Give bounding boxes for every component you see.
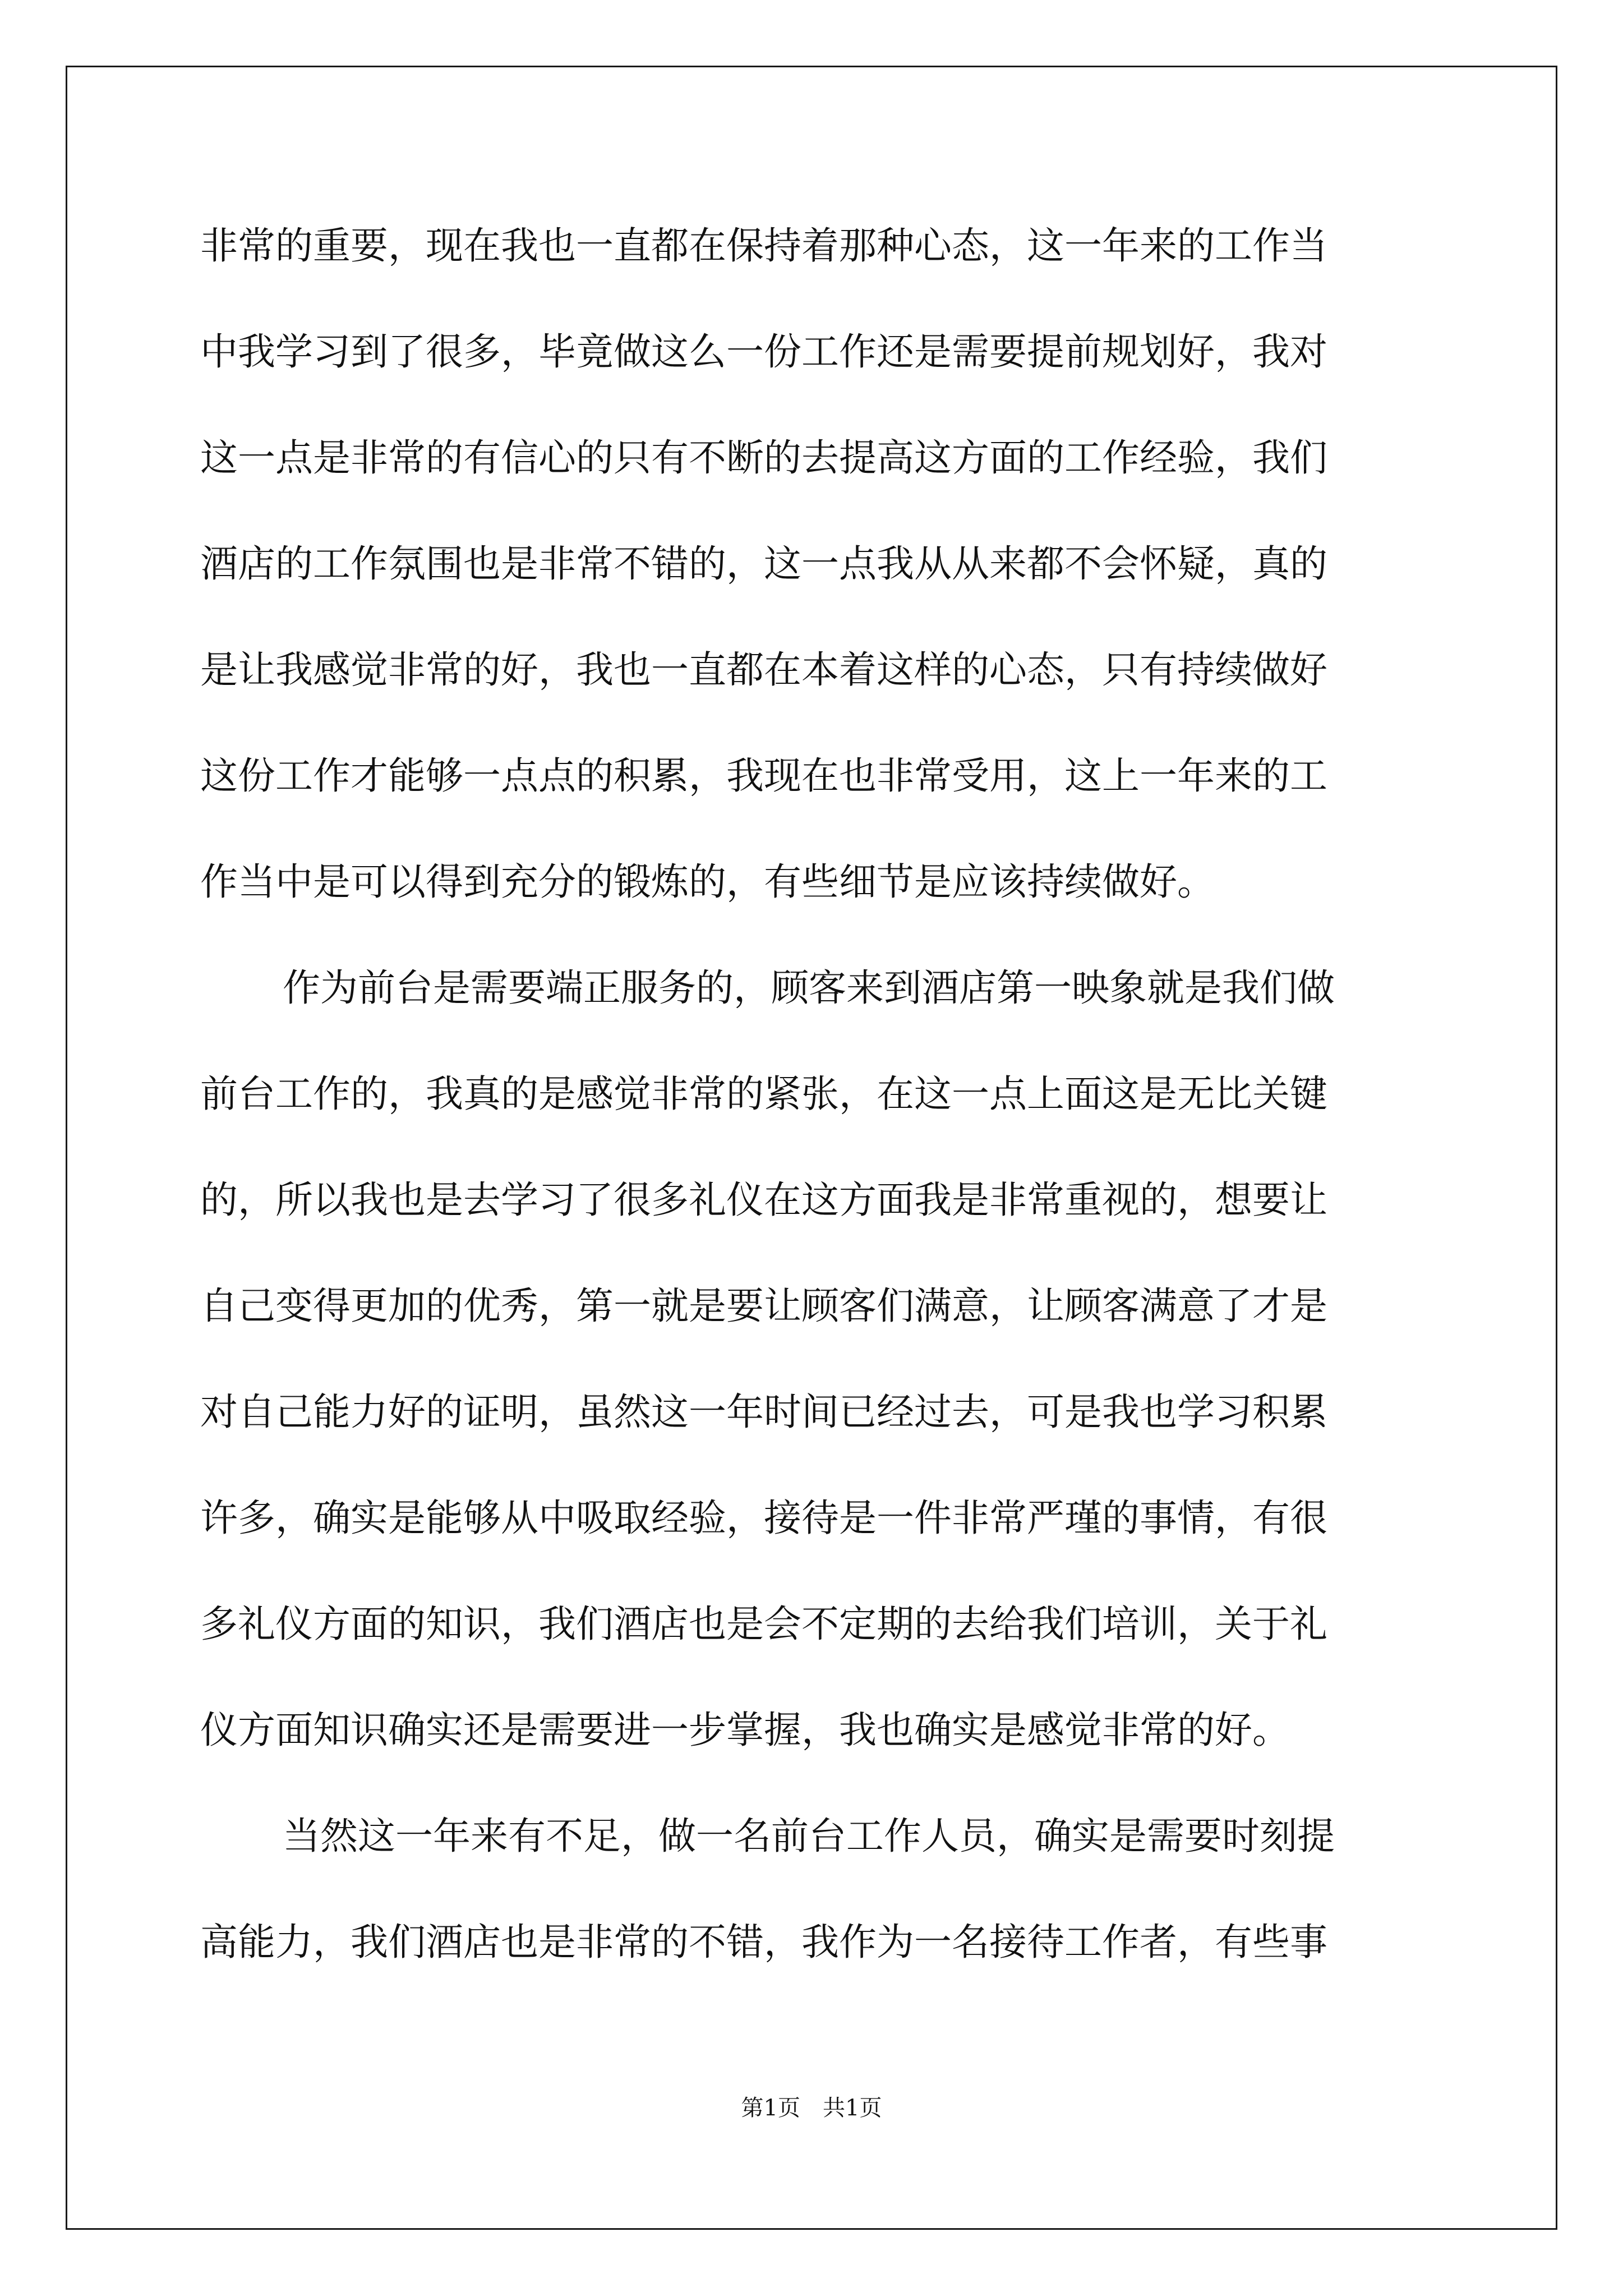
page-footer xyxy=(0,2091,1623,2125)
page-border xyxy=(66,66,1557,2230)
text-line: 对自己能力好的证明，虽然这一年时间已经过去，可是我也学习积累 xyxy=(200,1390,1327,1434)
text-line: 非常的重要，现在我也一直都在保持着那种心态，这一年来的工作当 xyxy=(200,224,1327,268)
text-line: 前台工作的，我真的是感觉非常的紧张，在这一点上面这是无比关键 xyxy=(200,1072,1327,1116)
text-line: 高能力，我们酒店也是非常的不错，我作为一名接待工作者，有些事 xyxy=(200,1920,1327,1964)
page-number: 第1页 xyxy=(741,2095,800,2121)
text-line: 作当中是可以得到充分的锻炼的，有些细节是应该持续做好。 xyxy=(200,860,1215,904)
page-total: 共1页 xyxy=(823,2095,882,2121)
text-line: 自己变得更加的优秀，第一就是要让顾客们满意，让顾客满意了才是 xyxy=(200,1284,1327,1328)
paragraph-first-line: 作为前台是需要端正服务的，顾客来到酒店第一映象就是我们做 xyxy=(283,966,1335,1010)
text-line: 许多，确实是能够从中吸取经验，接待是一件非常严瑾的事情，有很 xyxy=(200,1496,1327,1540)
text-line: 多礼仪方面的知识，我们酒店也是会不定期的去给我们培训，关于礼 xyxy=(200,1602,1327,1646)
text-line: 这份工作才能够一点点的积累，我现在也非常受用，这上一年来的工 xyxy=(200,754,1327,798)
text-line: 这一点是非常的有信心的只有不断的去提高这方面的工作经验，我们 xyxy=(200,436,1327,480)
paragraph-first-line: 当然这一年来有不足，做一名前台工作人员，确实是需要时刻提 xyxy=(283,1814,1335,1858)
text-line: 中我学习到了很多，毕竟做这么一份工作还是需要提前规划好，我对 xyxy=(200,330,1327,374)
text-line: 酒店的工作氛围也是非常不错的，这一点我从从来都不会怀疑，真的 xyxy=(200,542,1327,586)
text-line: 仪方面知识确实还是需要进一步掌握，我也确实是感觉非常的好。 xyxy=(200,1708,1290,1752)
text-line: 是让我感觉非常的好，我也一直都在本着这样的心态，只有持续做好 xyxy=(200,648,1327,692)
text-line: 的，所以我也是去学习了很多礼仪在这方面我是非常重视的，想要让 xyxy=(200,1178,1327,1222)
